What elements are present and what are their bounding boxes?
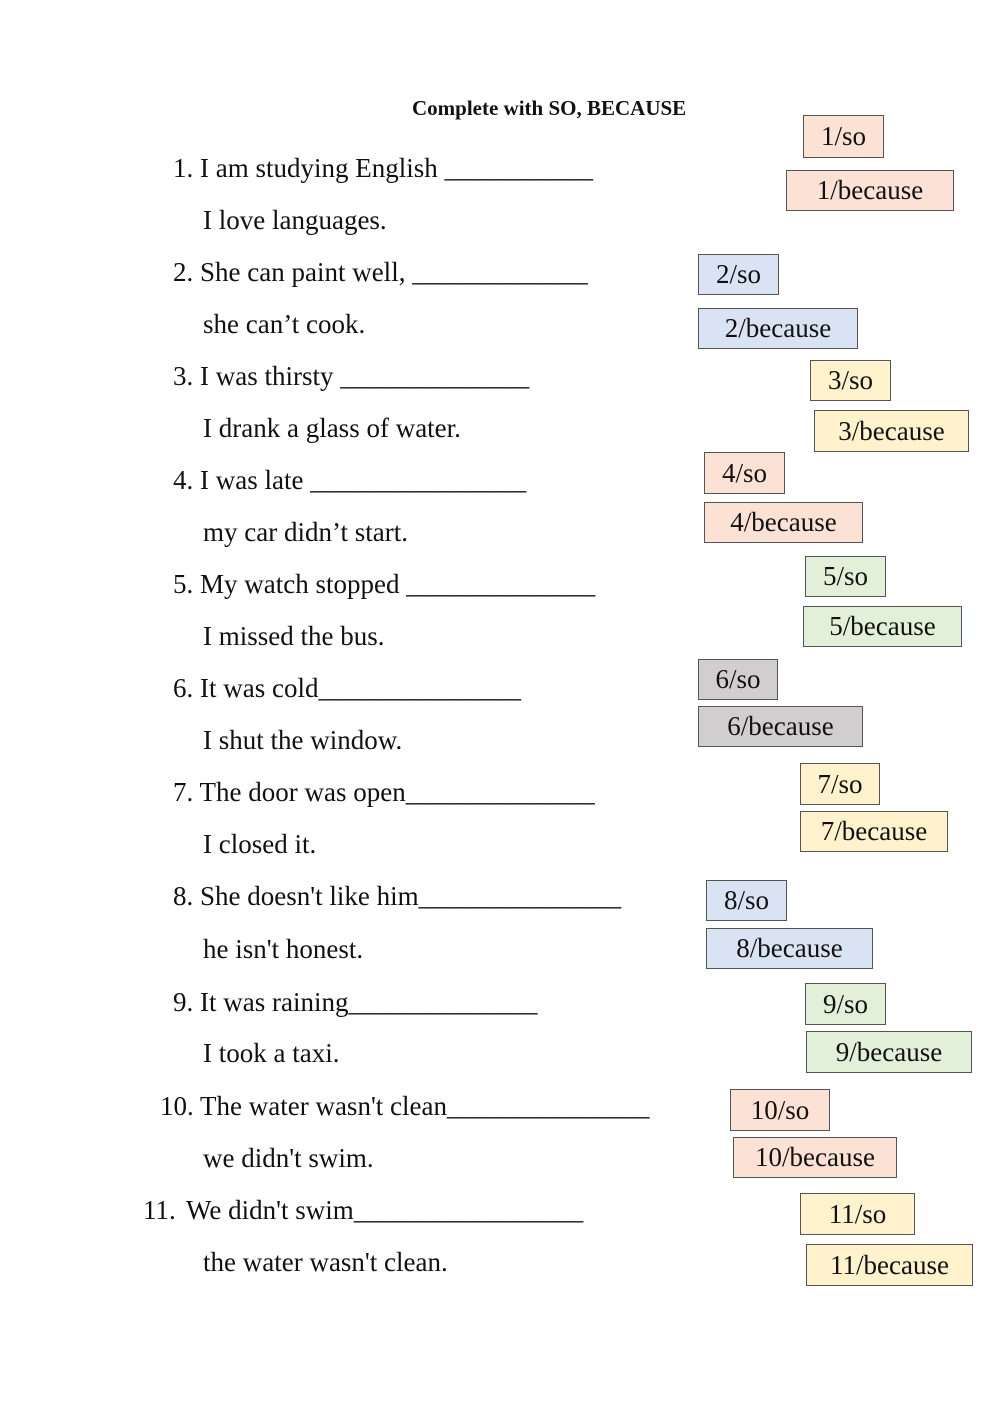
question-number: 9. (173, 987, 194, 1017)
answer-chip-7-so[interactable]: 7/so (800, 763, 880, 805)
question-number: 2. (173, 257, 194, 287)
question-text: It was cold_______________ (200, 673, 521, 703)
answer-chip-1-because[interactable]: 1/because (786, 170, 954, 211)
answer-chip-9-so[interactable]: 9/so (805, 983, 886, 1025)
question-1-continuation: I love languages. (203, 205, 387, 235)
question-number: 7. (173, 777, 194, 807)
question-number: 6. (173, 673, 194, 703)
answer-chip-4-so[interactable]: 4/so (704, 452, 785, 494)
answer-chip-5-so[interactable]: 5/so (805, 556, 886, 597)
question-text: My watch stopped ______________ (200, 569, 596, 599)
answer-chip-7-because[interactable]: 7/because (800, 811, 948, 852)
answer-chip-3-because[interactable]: 3/because (814, 410, 969, 452)
question-5 (173, 571, 595, 598)
question-text: We didn't swim_________________ (186, 1195, 584, 1225)
question-text: She doesn't like him_______________ (200, 881, 622, 911)
answer-chip-11-because[interactable]: 11/because (806, 1244, 973, 1286)
question-3-continuation: I drank a glass of water. (203, 413, 461, 443)
question-text: It was raining______________ (200, 987, 538, 1017)
answer-chip-6-so[interactable]: 6/so (698, 659, 778, 700)
question-text: I was late ________________ (200, 465, 527, 495)
question-number: 1. (173, 153, 194, 183)
question-3 (173, 363, 529, 390)
question-number: 11. (143, 1195, 176, 1225)
question-2 (173, 259, 588, 286)
question-10-continuation: we didn't swim. (203, 1143, 374, 1173)
answer-chip-2-because[interactable]: 2/because (698, 308, 858, 349)
question-number: 5. (173, 569, 194, 599)
answer-chip-1-so[interactable]: 1/so (803, 115, 884, 158)
answer-chip-2-so[interactable]: 2/so (698, 254, 779, 295)
question-text: The water wasn't clean_______________ (200, 1091, 650, 1121)
question-8-continuation: he isn't honest. (203, 934, 364, 964)
question-8 (173, 883, 621, 910)
worksheet-title: Complete with SO, BECAUSE (412, 96, 687, 120)
answer-chip-6-because[interactable]: 6/because (698, 706, 863, 747)
question-number: 8. (173, 881, 194, 911)
question-6 (173, 675, 521, 702)
question-number: 4. (173, 465, 194, 495)
question-9-continuation: I took a taxi. (203, 1038, 340, 1068)
question-number: 3. (173, 361, 194, 391)
question-9 (173, 989, 537, 1016)
question-5-continuation: I missed the bus. (203, 621, 385, 651)
answer-chip-9-because[interactable]: 9/because (806, 1031, 972, 1073)
answer-chip-5-because[interactable]: 5/because (803, 606, 962, 647)
question-7 (173, 779, 595, 806)
answer-chip-10-because[interactable]: 10/because (733, 1137, 897, 1178)
question-text: She can paint well, _____________ (200, 257, 588, 287)
answer-chip-10-so[interactable]: 10/so (730, 1089, 830, 1131)
question-text: I am studying English ___________ (200, 153, 593, 183)
question-6-continuation: I shut the window. (203, 725, 403, 755)
question-10 (160, 1093, 650, 1120)
answer-chip-3-so[interactable]: 3/so (810, 360, 891, 401)
question-1 (173, 155, 593, 182)
answer-chip-8-because[interactable]: 8/because (706, 928, 873, 969)
question-7-continuation: I closed it. (203, 829, 317, 859)
question-11-continuation: the water wasn't clean. (203, 1247, 448, 1277)
answer-chip-11-so[interactable]: 11/so (800, 1193, 915, 1235)
answer-chip-4-because[interactable]: 4/because (704, 502, 863, 543)
question-number: 10. (160, 1091, 194, 1121)
question-text: I was thirsty ______________ (200, 361, 530, 391)
question-4 (173, 467, 526, 494)
question-11 (143, 1197, 583, 1224)
question-text: The door was open______________ (199, 777, 595, 807)
question-4-continuation: my car didn’t start. (203, 517, 408, 547)
answer-chip-8-so[interactable]: 8/so (706, 880, 787, 921)
question-2-continuation: she can’t cook. (203, 309, 366, 339)
